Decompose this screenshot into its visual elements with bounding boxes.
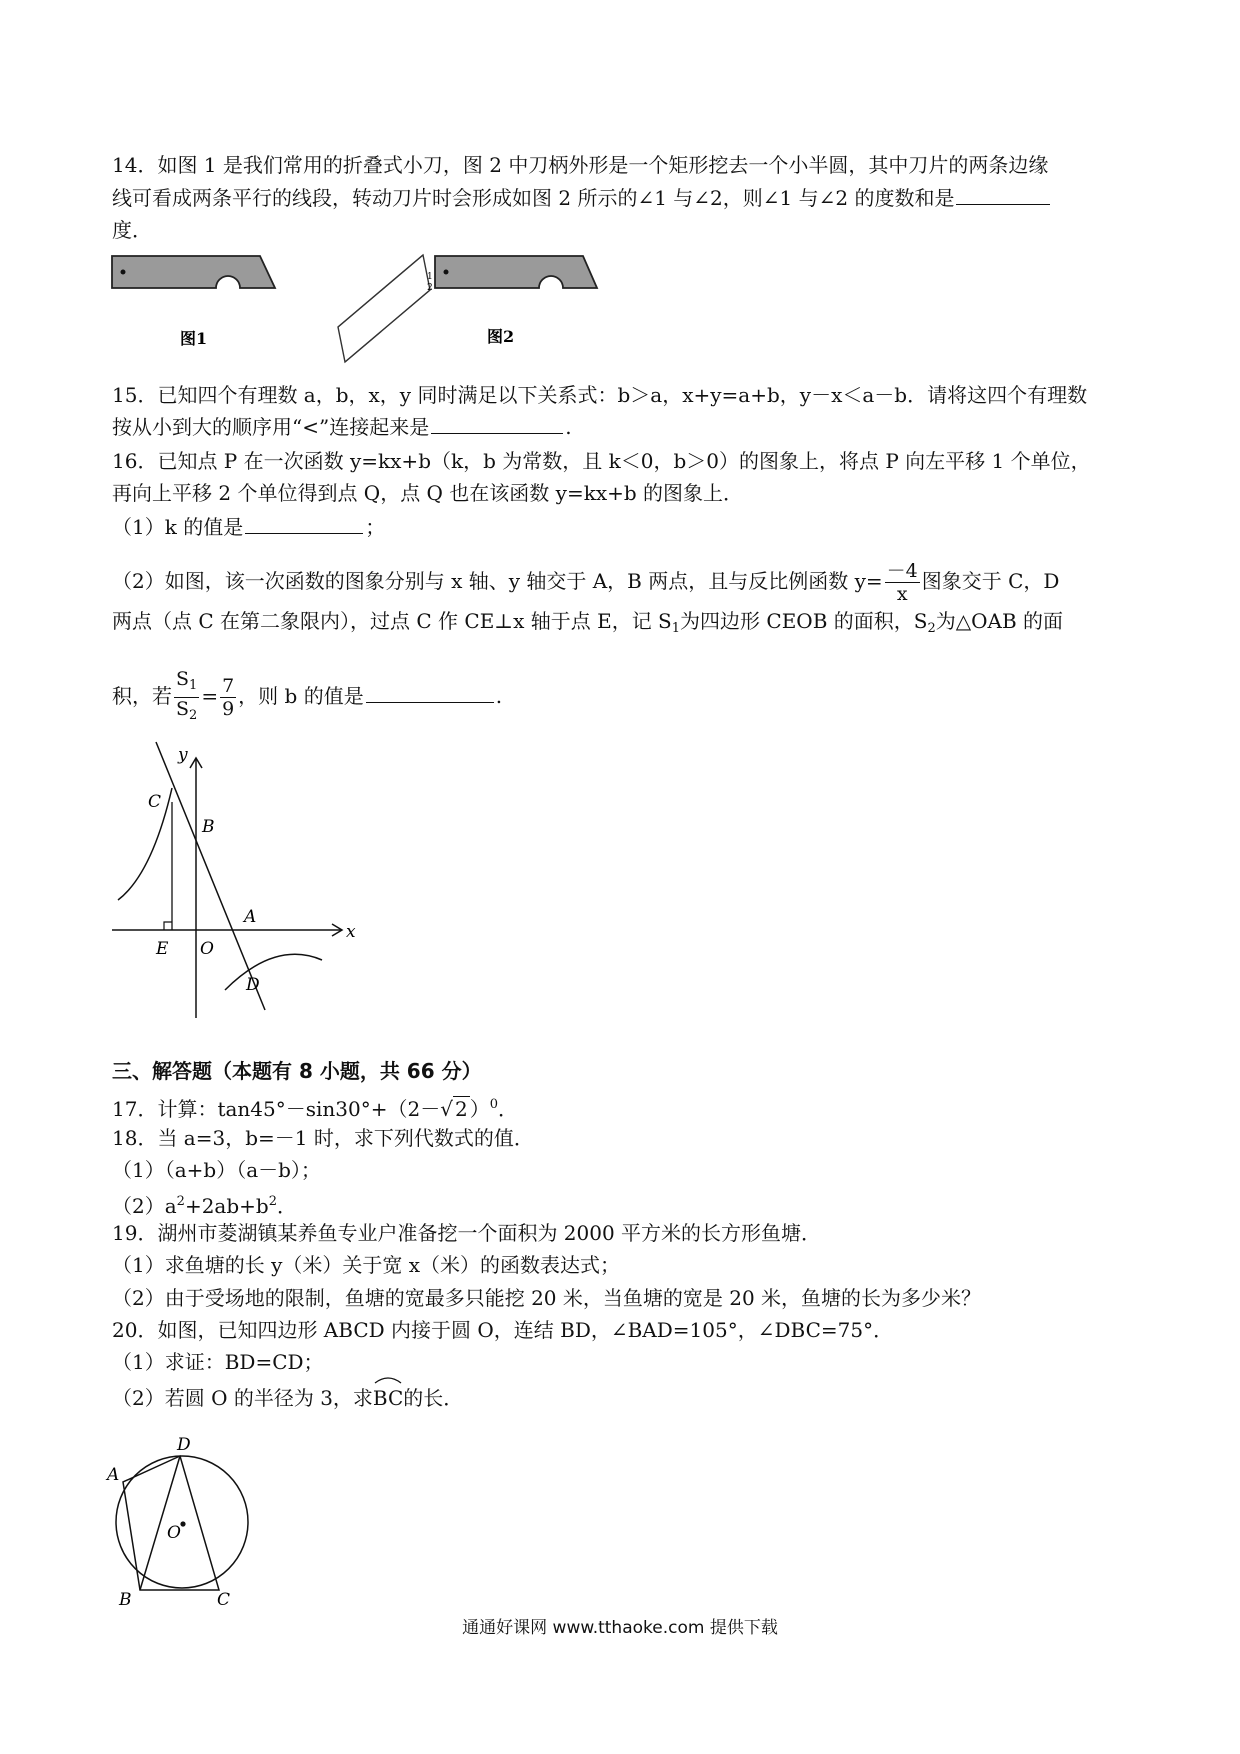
- q14-line2: [112, 183, 1052, 213]
- hyperbola-branch-lower: [225, 954, 322, 990]
- fraction-denominator: x: [896, 583, 908, 605]
- inscribed-quadrilateral-figure: [105, 1420, 265, 1605]
- q15-answer-blank: [431, 413, 563, 434]
- q16-line5-c: .: [495, 684, 503, 708]
- q16-part2-text: （2）如图，该一次函数的图象分别与 x 轴、y 轴交于 A，B 两点，且与反比例函数 y=: [112, 569, 883, 593]
- fig2-caption: 图2: [487, 327, 515, 346]
- q16-line2: 再向上平移 2 个单位得到点 Q，点 Q 也在该函数 y=kx+b 的图象上．: [112, 481, 744, 505]
- ratio-num-s: S: [176, 668, 190, 690]
- q16-line4-a: 两点（点 C 在第二象限内），过点 C 作 CE⊥x 轴于点 E，记 S: [112, 609, 672, 633]
- q15-line2: [112, 412, 572, 442]
- q16-line4-c: 为△OAB 的面: [935, 609, 1064, 633]
- ratio-value-fraction: [220, 675, 236, 720]
- q20-part2-a: （2）若圆 O 的半径为 3，求: [112, 1386, 373, 1410]
- label-D: D: [246, 975, 260, 995]
- angle-1-label: 1: [427, 272, 433, 282]
- q20-part2: [112, 1379, 463, 1413]
- label-A-circle: A: [107, 1465, 120, 1485]
- sqrt-radicand: 2: [454, 1097, 468, 1121]
- knife-blade: [338, 255, 430, 362]
- q18-part2-a: （2）a: [112, 1194, 177, 1218]
- label-B: B: [202, 817, 215, 837]
- label-C: C: [148, 792, 162, 812]
- angle-2-label: 2: [427, 283, 433, 293]
- q17-text: 17．计算：tan45°－sin30°+（2－: [112, 1097, 441, 1121]
- q16-part1-text: （1）k 的值是: [112, 515, 244, 539]
- ratio-numerator: [174, 668, 199, 698]
- knife-figure-2: [335, 250, 605, 365]
- q20-line1: 20．如图，已知四边形 ABCD 内接于圆 O，连结 BD，∠BAD=105°，∠DBC=75°．: [112, 1318, 894, 1342]
- q16-part1-blank: [245, 513, 363, 534]
- label-E: E: [156, 939, 169, 959]
- q14-line3: 度．: [112, 218, 152, 242]
- ratio-value-numerator: 7: [222, 675, 235, 697]
- q16-line4-b: 为四边形 CEOB 的面积，S: [680, 609, 928, 633]
- q20-part2-b: 的长．: [403, 1386, 464, 1410]
- knife-figure-1: [110, 252, 280, 352]
- knife-handle-1: [112, 256, 275, 288]
- q16-part2-blank: [366, 682, 494, 703]
- label-O-circle: O: [167, 1523, 181, 1543]
- q17-end: ．: [497, 1097, 518, 1121]
- q18-part2-b: +2ab+b: [184, 1194, 269, 1218]
- q16-line5-b: ，则 b 的值是: [238, 684, 364, 708]
- arc-label: BC: [372, 1386, 404, 1410]
- fig1-caption: 图1: [180, 329, 208, 348]
- q16-part2: [112, 560, 1059, 605]
- q18-exp-1: 2: [176, 1194, 185, 1209]
- ratio-den-sub: 2: [189, 708, 198, 723]
- q18-part2: [112, 1187, 297, 1221]
- linear-inverse-graph: [110, 740, 360, 1020]
- pivot-dot-1: [121, 270, 126, 275]
- q16-line4: [112, 606, 1063, 644]
- pivot-dot-2: [444, 270, 449, 275]
- right-angle-mark: [164, 922, 172, 930]
- q19-part2: （2）由于受场地的限制，鱼塘的宽最多只能挖 20 米，当鱼塘的宽是 20 米，鱼塘的长为多少米？: [112, 1286, 982, 1310]
- q14-answer-blank: [956, 184, 1050, 205]
- knife-handle-2: [435, 256, 597, 288]
- arc-symbol: [373, 1376, 403, 1384]
- ratio-denominator: [174, 698, 199, 727]
- q16-line5-a: 积，若: [112, 684, 172, 708]
- q15-line1: 15．已知四个有理数 a，b，x，y 同时满足以下关系式：b＞a，x+y=a+b，y－x＜a－b．请将这四个有理数: [112, 383, 1088, 407]
- sqrt-sign: √: [440, 1097, 453, 1121]
- ratio-den-s: S: [176, 698, 190, 720]
- q16-part1-end: ；: [365, 515, 386, 539]
- q15-period: .: [565, 415, 572, 439]
- label-D-circle: D: [177, 1435, 191, 1455]
- arc-BC: [373, 1379, 403, 1413]
- inverse-function-fraction: [885, 560, 920, 605]
- hyperbola-branch-upper: [118, 788, 172, 900]
- q18-line1: 18．当 a=3，b=－1 时，求下列代数式的值．: [112, 1126, 534, 1150]
- q19-part1: （1）求鱼塘的长 y（米）关于宽 x（米）的函数表达式；: [112, 1253, 621, 1277]
- q20-part1: （1）求证：BD=CD；: [112, 1350, 324, 1374]
- ratio-equals: =: [201, 684, 219, 708]
- sqrt-expression: [440, 1094, 469, 1124]
- q18-exp-2: 2: [268, 1194, 277, 1209]
- label-y: y: [178, 745, 188, 765]
- page-footer: 通通好课网 www.tthaoke.com 提供下载: [462, 1618, 778, 1638]
- q14-line1: 14．如图 1 是我们常用的折叠式小刀，图 2 中刀柄外形是一个矩形挖去一个小半圆，其中刀片的两条边缘: [112, 153, 1049, 177]
- ratio-value-denominator: 9: [222, 698, 235, 720]
- fraction-numerator: －4: [886, 560, 918, 582]
- section-3-heading: 三、解答题（本题有 8 小题，共 66 分）: [112, 1059, 482, 1083]
- q17-close-paren: ）: [469, 1097, 490, 1121]
- ratio-num-sub: 1: [189, 678, 198, 693]
- label-O: O: [200, 939, 214, 959]
- q19-line1: 19．湖州市菱湖镇某养鱼专业户准备挖一个面积为 2000 平方米的长方形鱼塘．: [112, 1221, 822, 1245]
- label-A: A: [244, 907, 257, 927]
- s2-subscript: 2: [927, 621, 936, 636]
- q17-line: [112, 1090, 518, 1124]
- q16-part2-text-end: 图象交于 C，D: [921, 569, 1060, 593]
- q18-part1: （1）（a+b）（a－b）；: [112, 1158, 321, 1182]
- q16-line1: 16．已知点 P 在一次函数 y=kx+b（k，b 为常数，且 k＜0，b＞0）的图象上，将点 P 向左平移 1 个单位，: [112, 449, 1091, 473]
- q16-part1: [112, 512, 385, 542]
- q18-part2-c: ．: [277, 1194, 297, 1218]
- label-B-circle: B: [119, 1590, 132, 1605]
- label-x: x: [346, 922, 356, 942]
- label-C-circle: C: [217, 1590, 231, 1605]
- center-O-dot: [180, 1521, 185, 1526]
- q16-line5: [112, 668, 502, 727]
- q14-line2-text: 线可看成两条平行的线段，转动刀片时会形成如图 2 所示的∠1 与∠2，则∠1 与∠2 的度数和是: [112, 186, 955, 210]
- q17-exponent: 0: [489, 1097, 498, 1112]
- s1-subscript: 1: [671, 621, 681, 636]
- q15-line2-text: 按从小到大的顺序用“<”连接起来是: [112, 415, 430, 439]
- area-ratio-fraction: [174, 668, 199, 727]
